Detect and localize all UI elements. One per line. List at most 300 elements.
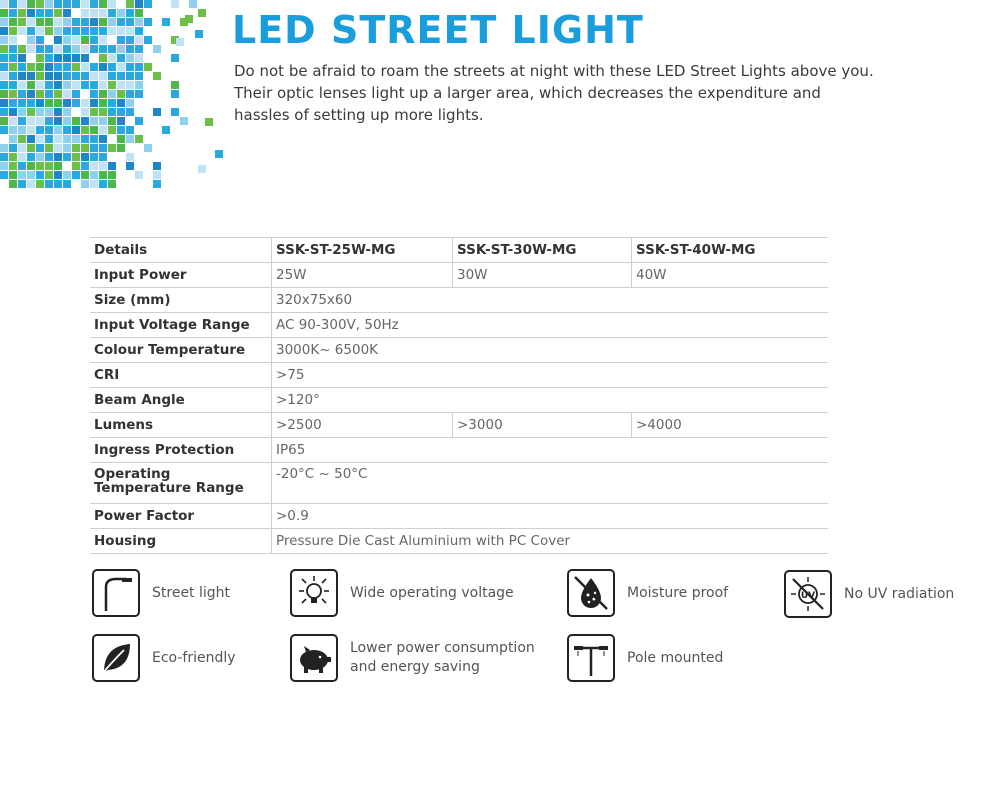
mosaic-tile <box>135 72 143 80</box>
mosaic-tile <box>108 72 116 80</box>
mosaic-tile <box>72 135 80 143</box>
mosaic-tile <box>126 54 134 62</box>
mosaic-tile <box>0 126 8 134</box>
mosaic-tile <box>72 72 80 80</box>
mosaic-tile <box>126 18 134 26</box>
mosaic-tile <box>108 126 116 134</box>
mosaic-tile <box>54 36 62 44</box>
mosaic-tile <box>18 9 26 17</box>
feature-label <box>350 639 535 677</box>
table-row <box>90 413 828 438</box>
mosaic-tile <box>36 153 44 161</box>
row-label: Input Voltage Range <box>90 313 272 338</box>
mosaic-tile <box>9 63 17 71</box>
mosaic-tile <box>63 36 71 44</box>
feature-wide-voltage <box>290 569 514 617</box>
mosaic-tile <box>117 135 125 143</box>
mosaic-tile <box>81 27 89 35</box>
mosaic-tile <box>63 99 71 107</box>
feature-label: Moisture proof <box>627 584 729 601</box>
mosaic-tile <box>54 99 62 107</box>
mosaic-tile <box>153 108 161 116</box>
mosaic-tile <box>45 72 53 80</box>
mosaic-tile <box>36 72 44 80</box>
mosaic-tile <box>36 162 44 170</box>
mosaic-tile <box>117 126 125 134</box>
piggy-bank-icon <box>290 634 338 682</box>
table-row <box>90 263 828 288</box>
row-value: >120° <box>272 388 829 413</box>
table-header-row <box>90 238 828 263</box>
mosaic-tile <box>27 18 35 26</box>
mosaic-tile <box>36 171 44 179</box>
mosaic-tile <box>135 18 143 26</box>
mosaic-tile <box>126 27 134 35</box>
mosaic-tile <box>108 81 116 89</box>
mosaic-tile <box>63 18 71 26</box>
mosaic-tile <box>108 162 116 170</box>
row-label: Beam Angle <box>90 388 272 413</box>
mosaic-tile <box>27 0 35 8</box>
mosaic-tile <box>108 45 116 53</box>
mosaic-tile <box>54 72 62 80</box>
mosaic-tile <box>0 108 8 116</box>
mosaic-tile <box>81 180 89 188</box>
row-label: Colour Temperature <box>90 338 272 363</box>
mosaic-tile <box>171 90 179 98</box>
mosaic-tile <box>18 72 26 80</box>
mosaic-tile <box>99 27 107 35</box>
mosaic-tile <box>0 18 8 26</box>
header-model-25w: SSK-ST-25W-MG <box>272 238 453 263</box>
mosaic-tile <box>18 180 26 188</box>
mosaic-tile <box>171 108 179 116</box>
mosaic-tile <box>72 36 80 44</box>
pole-mounted-icon <box>567 634 615 682</box>
mosaic-tile <box>185 15 193 23</box>
mosaic-tile <box>0 9 8 17</box>
mosaic-tile <box>90 108 98 116</box>
mosaic-tile <box>27 153 35 161</box>
mosaic-tile <box>90 171 98 179</box>
mosaic-tile <box>18 90 26 98</box>
mosaic-tile <box>54 144 62 152</box>
mosaic-tile <box>176 38 184 46</box>
mosaic-tile <box>72 162 80 170</box>
mosaic-tile <box>81 99 89 107</box>
wide-voltage-icon <box>290 569 338 617</box>
mosaic-tile <box>117 108 125 116</box>
mosaic-tile <box>126 0 134 8</box>
feature-no-uv <box>784 570 954 618</box>
mosaic-tile <box>171 0 179 8</box>
row-value: AC 90-300V, 50Hz <box>272 313 829 338</box>
mosaic-tile <box>108 171 116 179</box>
mosaic-tile <box>36 144 44 152</box>
mosaic-tile <box>135 27 143 35</box>
feature-label-line1: Lower power consumption <box>350 640 535 656</box>
row-label: CRI <box>90 363 272 388</box>
mosaic-tile <box>9 144 17 152</box>
mosaic-tile <box>99 126 107 134</box>
mosaic-tile <box>0 171 8 179</box>
mosaic-tile <box>144 18 152 26</box>
mosaic-tile <box>72 63 80 71</box>
feature-energy-saving <box>290 634 535 682</box>
mosaic-tile <box>45 144 53 152</box>
mosaic-tile <box>54 126 62 134</box>
mosaic-tile <box>9 9 17 17</box>
mosaic-tile <box>81 153 89 161</box>
table-row <box>90 504 828 529</box>
mosaic-tile <box>0 54 8 62</box>
mosaic-tile <box>18 54 26 62</box>
mosaic-tile <box>144 144 152 152</box>
mosaic-tile <box>63 81 71 89</box>
mosaic-tile <box>9 117 17 125</box>
mosaic-tile <box>63 153 71 161</box>
mosaic-tile <box>0 162 8 170</box>
mosaic-tile <box>135 117 143 125</box>
mosaic-tile <box>36 54 44 62</box>
mosaic-tile <box>27 135 35 143</box>
mosaic-tile <box>45 180 53 188</box>
mosaic-tile <box>90 117 98 125</box>
mosaic-tile <box>99 180 107 188</box>
mosaic-tile <box>9 54 17 62</box>
mosaic-tile <box>90 162 98 170</box>
mosaic-tile <box>27 162 35 170</box>
mosaic-tile <box>27 63 35 71</box>
mosaic-tile <box>117 54 125 62</box>
mosaic-tile <box>99 135 107 143</box>
mosaic-tile <box>90 72 98 80</box>
mosaic-tile <box>90 144 98 152</box>
row-label: Input Power <box>90 263 272 288</box>
row-value: IP65 <box>272 438 829 463</box>
mosaic-tile <box>0 99 8 107</box>
mosaic-tile <box>54 135 62 143</box>
row-value: >0.9 <box>272 504 829 529</box>
mosaic-tile <box>54 45 62 53</box>
mosaic-tile <box>108 18 116 26</box>
row-value: 3000K~ 6500K <box>272 338 829 363</box>
row-label: Size (mm) <box>90 288 272 313</box>
mosaic-tile <box>45 63 53 71</box>
mosaic-tile <box>45 171 53 179</box>
mosaic-tile <box>63 126 71 134</box>
mosaic-tile <box>135 36 143 44</box>
feature-pole-mounted <box>567 634 723 682</box>
mosaic-tile <box>117 99 125 107</box>
mosaic-tile <box>9 18 17 26</box>
mosaic-tile <box>27 117 35 125</box>
mosaic-tile <box>45 45 53 53</box>
mosaic-tile <box>27 90 35 98</box>
mosaic-tile <box>195 30 203 38</box>
mosaic-tile <box>117 90 125 98</box>
mosaic-tile <box>144 63 152 71</box>
row-label: Housing <box>90 529 272 554</box>
row-value: >2500 <box>272 413 453 438</box>
header-model-30w: SSK-ST-30W-MG <box>453 238 632 263</box>
mosaic-tile <box>18 117 26 125</box>
mosaic-tile <box>81 72 89 80</box>
mosaic-tile <box>99 0 107 8</box>
mosaic-tile <box>99 108 107 116</box>
street-light-icon <box>92 569 140 617</box>
mosaic-tile <box>81 117 89 125</box>
mosaic-tile <box>0 72 8 80</box>
mosaic-tile <box>135 81 143 89</box>
mosaic-tile <box>45 135 53 143</box>
mosaic-tile <box>63 72 71 80</box>
table-row <box>90 288 828 313</box>
mosaic-tile <box>54 18 62 26</box>
mosaic-tile <box>27 72 35 80</box>
mosaic-tile <box>54 117 62 125</box>
mosaic-tile <box>126 99 134 107</box>
row-value: >75 <box>272 363 829 388</box>
mosaic-tile <box>27 81 35 89</box>
mosaic-tile <box>18 81 26 89</box>
table-row <box>90 388 828 413</box>
mosaic-tile <box>81 18 89 26</box>
mosaic-tile <box>0 117 8 125</box>
mosaic-tile <box>180 117 188 125</box>
mosaic-tile <box>99 90 107 98</box>
mosaic-tile <box>45 117 53 125</box>
mosaic-tile <box>81 126 89 134</box>
mosaic-tile <box>54 153 62 161</box>
mosaic-tile <box>90 81 98 89</box>
mosaic-tile <box>18 162 26 170</box>
mosaic-tile <box>171 54 179 62</box>
mosaic-tile <box>153 180 161 188</box>
mosaic-tile <box>108 144 116 152</box>
row-value: 320x75x60 <box>272 288 829 313</box>
mosaic-tile <box>45 153 53 161</box>
mosaic-tile <box>0 81 8 89</box>
mosaic-tile <box>18 144 26 152</box>
mosaic-tile <box>63 45 71 53</box>
mosaic-tile <box>162 18 170 26</box>
table-row <box>90 529 828 554</box>
mosaic-tile <box>72 171 80 179</box>
mosaic-tile <box>63 54 71 62</box>
mosaic-tile <box>54 162 62 170</box>
feature-label-line2: and energy saving <box>350 659 480 675</box>
mosaic-tile <box>99 144 107 152</box>
mosaic-tile <box>27 126 35 134</box>
mosaic-tile <box>126 63 134 71</box>
mosaic-tile <box>144 0 152 8</box>
mosaic-tile <box>36 81 44 89</box>
mosaic-tile <box>54 81 62 89</box>
mosaic-tile <box>117 117 125 125</box>
mosaic-tile <box>0 27 8 35</box>
mosaic-tile <box>27 180 35 188</box>
row-value: Pressure Die Cast Aluminium with PC Cover <box>272 529 829 554</box>
mosaic-tile <box>99 72 107 80</box>
mosaic-tile <box>36 108 44 116</box>
mosaic-tile <box>135 9 143 17</box>
mosaic-tile <box>9 36 17 44</box>
mosaic-tile <box>117 36 125 44</box>
mosaic-tile <box>27 45 35 53</box>
mosaic-tile <box>90 126 98 134</box>
no-uv-icon <box>784 570 832 618</box>
feature-label: Eco-friendly <box>152 649 236 666</box>
product-description: Do not be afraid to roam the streets at night with these LED Street Lights above you. Their optic lenses light up a larger area, which decreases the expenditure and hassles of setting up more lights. <box>234 62 874 124</box>
mosaic-tile <box>81 81 89 89</box>
mosaic-tile <box>54 63 62 71</box>
mosaic-tile <box>72 144 80 152</box>
mosaic-tile <box>153 72 161 80</box>
mosaic-tile <box>72 18 80 26</box>
mosaic-tile <box>135 90 143 98</box>
mosaic-tile <box>63 117 71 125</box>
mosaic-tile <box>45 108 53 116</box>
mosaic-tile <box>90 18 98 26</box>
mosaic-tile <box>90 45 98 53</box>
mosaic-tile <box>63 90 71 98</box>
mosaic-tile <box>18 0 26 8</box>
mosaic-tile <box>54 27 62 35</box>
mosaic-tile <box>117 72 125 80</box>
mosaic-tile <box>0 90 8 98</box>
mosaic-tile <box>9 126 17 134</box>
mosaic-tile <box>117 27 125 35</box>
mosaic-tile <box>90 90 98 98</box>
mosaic-tile <box>126 72 134 80</box>
mosaic-tile <box>54 0 62 8</box>
mosaic-tile <box>9 135 17 143</box>
mosaic-tile <box>99 153 107 161</box>
mosaic-tile <box>0 45 8 53</box>
mosaic-tile <box>81 171 89 179</box>
mosaic-tile <box>27 108 35 116</box>
mosaic-tile <box>90 9 98 17</box>
mosaic-tile <box>126 135 134 143</box>
mosaic-tile <box>108 9 116 17</box>
feature-label: Pole mounted <box>627 649 724 666</box>
table-row <box>90 313 828 338</box>
row-label: Lumens <box>90 413 272 438</box>
mosaic-tile <box>45 99 53 107</box>
mosaic-tile <box>27 27 35 35</box>
feature-label: Wide operating voltage <box>350 584 514 601</box>
feature-label: Street light <box>152 584 231 601</box>
mosaic-tile <box>108 0 116 8</box>
table-row <box>90 438 828 463</box>
mosaic-tile <box>0 36 8 44</box>
mosaic-tile <box>126 81 134 89</box>
mosaic-tile <box>153 45 161 53</box>
mosaic-tile <box>18 99 26 107</box>
mosaic-tile <box>45 18 53 26</box>
mosaic-tile <box>45 162 53 170</box>
table-row <box>90 363 828 388</box>
mosaic-tile <box>126 45 134 53</box>
mosaic-tile <box>0 153 8 161</box>
mosaic-tile <box>171 81 179 89</box>
feature-street-light <box>92 569 230 617</box>
mosaic-tile <box>54 180 62 188</box>
mosaic-tile <box>108 108 116 116</box>
moisture-proof-icon <box>567 569 615 617</box>
row-label: Power Factor <box>90 504 272 529</box>
mosaic-tile <box>99 9 107 17</box>
mosaic-tile <box>9 72 17 80</box>
mosaic-tile <box>72 126 80 134</box>
mosaic-tile <box>0 144 8 152</box>
mosaic-tile <box>27 144 35 152</box>
feature-eco-friendly <box>92 634 236 682</box>
mosaic-tile <box>9 0 17 8</box>
mosaic-tile <box>54 54 62 62</box>
mosaic-tile <box>9 90 17 98</box>
row-value: 25W <box>272 263 453 288</box>
mosaic-tile <box>126 162 134 170</box>
mosaic-tile <box>18 108 26 116</box>
mosaic-tile <box>135 63 143 71</box>
mosaic-tile <box>36 36 44 44</box>
mosaic-tile <box>162 126 170 134</box>
mosaic-tile <box>18 171 26 179</box>
table-row <box>90 463 828 504</box>
mosaic-tile <box>126 153 134 161</box>
mosaic-tile <box>9 81 17 89</box>
row-value: -20°C ~ 50°C <box>272 463 829 504</box>
feature-label: No UV radiation <box>844 585 955 602</box>
mosaic-tile <box>72 117 80 125</box>
mosaic-tile <box>72 153 80 161</box>
mosaic-tile <box>99 45 107 53</box>
row-label: Ingress Protection <box>90 438 272 463</box>
mosaic-tile <box>63 171 71 179</box>
mosaic-tile <box>63 27 71 35</box>
mosaic-tile <box>63 108 71 116</box>
mosaic-tile <box>117 9 125 17</box>
mosaic-tile <box>54 9 62 17</box>
row-label: Operating Temperature Range <box>90 463 272 504</box>
mosaic-tile <box>135 45 143 53</box>
mosaic-tile <box>36 126 44 134</box>
mosaic-tile <box>126 108 134 116</box>
page-title: LED STREET LIGHT <box>232 8 644 52</box>
mosaic-tile <box>45 126 53 134</box>
mosaic-tile <box>126 90 134 98</box>
mosaic-tile <box>198 165 206 173</box>
mosaic-tile <box>27 171 35 179</box>
mosaic-tile <box>18 45 26 53</box>
mosaic-tile <box>99 117 107 125</box>
mosaic-tile <box>36 117 44 125</box>
mosaic-tile <box>18 27 26 35</box>
mosaic-tile <box>9 162 17 170</box>
mosaic-tile <box>54 90 62 98</box>
mosaic-tile <box>9 45 17 53</box>
mosaic-tile <box>9 99 17 107</box>
header-model-40w: SSK-ST-40W-MG <box>632 238 829 263</box>
mosaic-tile <box>117 45 125 53</box>
mosaic-tile <box>135 171 143 179</box>
mosaic-tile <box>126 126 134 134</box>
mosaic-tile <box>36 180 44 188</box>
mosaic-tile <box>72 45 80 53</box>
mosaic-tile <box>99 81 107 89</box>
